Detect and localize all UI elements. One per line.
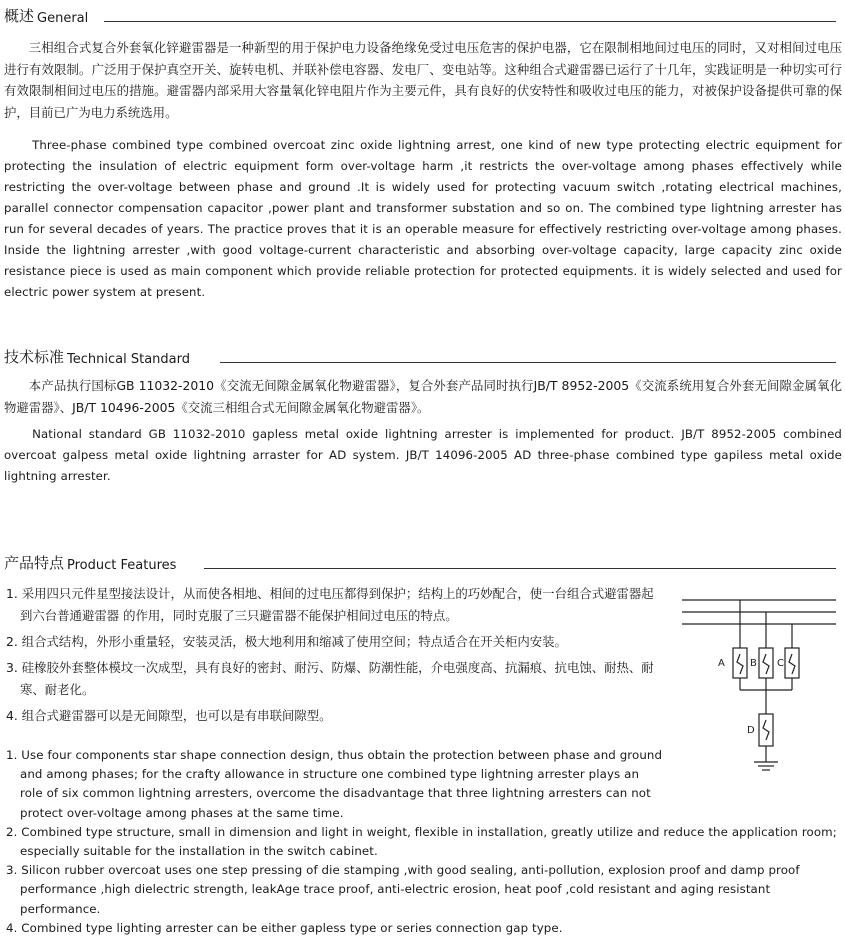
general-title-rule: [104, 21, 836, 22]
feature-item-cn-3: 3. 硅橡胶外套整体模坟一次成型，具有良好的密封、耐污、防爆、防潮性能，介电强度高、抗漏痕、抗电蚀、耐热、耐寒、耐老化。: [6, 660, 654, 697]
label-a: A: [718, 658, 725, 669]
feature-item-en-2: 2. Combined type structure, small in dimension and light in weight, flexible in installation, greatly utilize and reduce the application room; especially suitable for the installation in the switch cabinet.: [6, 824, 837, 859]
technical-paragraph-en: National standard GB 11032-2010 gapless metal oxide lightning arrester is implemented for product. JB/T 8952-2005 combined overcoat galpess metal oxide lightning arraster for AD system. JB/T 14096-2005 AD three-phase combined type gapiless metal oxide lightning arrester.: [4, 427, 842, 483]
feature-item-en-4: 4. Combined type lighting arrester can be either gapless type or series connection gap type.: [6, 920, 563, 935]
general-title-cn: 概述: [4, 7, 35, 25]
section-technical-title: [4, 345, 190, 367]
technical-title-rule: [220, 362, 836, 363]
features-title-cn: 产品特点: [4, 554, 65, 572]
features-list-cn: [4, 583, 664, 731]
technical-title-cn: 技术标准: [4, 348, 65, 366]
technical-title-en: Technical Standard: [67, 352, 190, 367]
features-title-en: Product Features: [67, 558, 177, 573]
feature-item-en-1: 1. Use four components star shape connection design, thus obtain the protection between phase and ground and among phases; for the crafty allowance in structure one combined type lightning arrester plays an role of six common lightning arresters, overcome the disadvantage that three lightning arresters can not protect over-voltage among phases at the same time.: [6, 748, 663, 820]
feature-item-cn-4: 4. 组合式避雷器可以是无间隙型，也可以是有串联间隙型。: [6, 708, 332, 723]
feature-item-en-3: 3. Silicon rubber overcoat uses one step pressing of die stamping ,with good sealing, anti-pollution, explosion proof and damp proof performance ,high dielectric strength, leakAge trace proof, anti-electric erosion, heat poof ,cold resistant and aging resistant performance.: [6, 863, 800, 916]
feature-item-cn-1: 1. 采用四只元件星型接法设计，从而使各相地、相间的过电压都得到保护；结构上的巧妙配合，使一台组合式避雷器起到六台普通避雷器 的作用，同时克服了三只避雷器不能保护相间过电压的特点。: [6, 586, 654, 623]
features-title-rule: [204, 568, 836, 569]
label-b: B: [750, 658, 757, 669]
section-features-title: [4, 551, 176, 573]
label-c: C: [777, 658, 784, 669]
technical-paragraph-cn: 本产品执行国标GB 11032-2010《交流无间隙金属氧化物避雷器》，复合外套产品同时执行JB/T 8952-2005《交流系统用复合外套无间隙金属氧化物避雷器》、JB/T 10496-2005《交流三相组合式无间隙金属氧化物避雷器》。: [4, 378, 842, 415]
section-general-title: [4, 4, 88, 26]
general-paragraph-en: Three-phase combined type combined overcoat zinc oxide lightning arrest, one kind of new type protecting electric equipment for protecting the insulation of electric equipment form over-voltage harm ,it restricts the over-voltage among phases effectively while restricting the over-voltage between phase and ground .It is widely used for protecting vacuum switch ,rotating electrical machines, parallel connector compensation capacitor ,power plant and transformer substation and so on. The combined type lightning arrester has run for several decades of years. The practice proves that it is an operable measure for effectively restricting over-voltage among phases. Inside the lightning arrester ,with good voltage-current characteristic and absorbing over-voltage capacity, large capacity zinc oxide resistance piece is used as main component which provide reliable protection for protected equipments. it is widely selected and used for electric power system at present.: [4, 138, 842, 299]
label-d: D: [747, 725, 755, 736]
arrester-wiring-diagram: [680, 590, 840, 780]
feature-item-cn-2: 2. 组合式结构，外形小重量轻，安装灵活，极大地利用和缩减了使用空间；特点适合在开关柜内安装。: [6, 634, 567, 649]
general-title-en: General: [37, 11, 89, 26]
general-paragraph-cn: 三相组合式复合外套氧化锌避雷器是一种新型的用于保护电力设备绝缘免受过电压危害的保护电器，它在限制相地间过电压的同时，又对相间过电压进行有效限制。广泛用于保护真空开关、旋转电机、并联补偿电容器、发电厂、变电站等。这种组合式避雷器已运行了十几年，实践证明是一种切实可行有效限制相间过电压的措施。避雷器内部采用大容量氧化锌电阻片作为主要元件，具有良好的伏安特性和吸收过电压的能力，对被保护设备提供可靠的保护，目前已广为电力系统选用。: [4, 40, 842, 120]
